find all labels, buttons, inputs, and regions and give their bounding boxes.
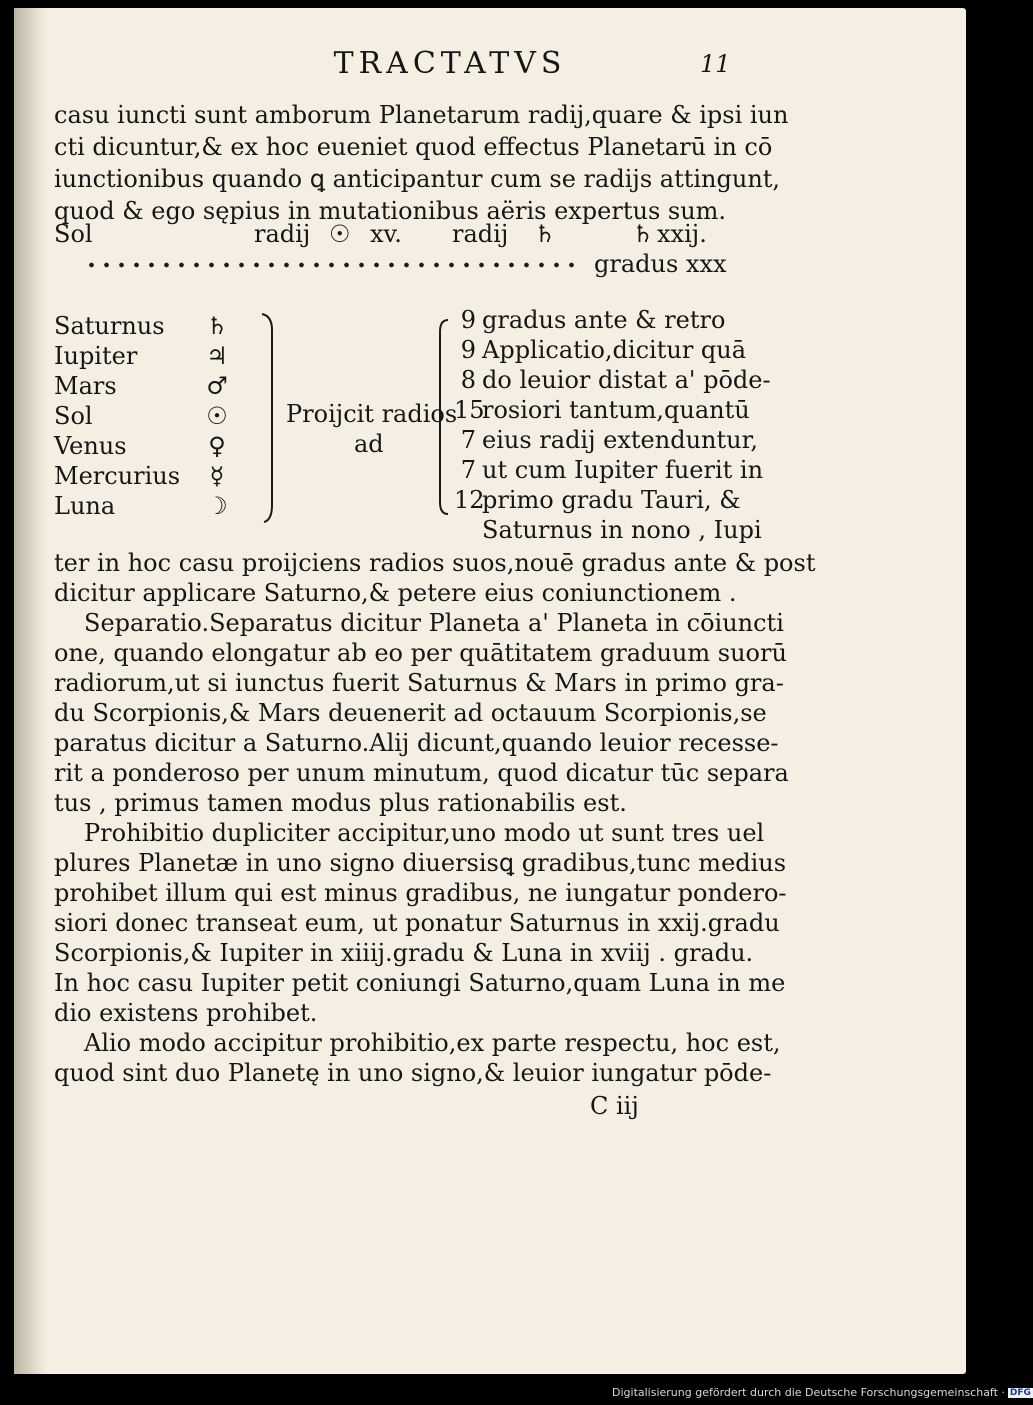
degree-row [454, 306, 725, 334]
degree-number: 7 [460, 426, 476, 454]
digitization-credit [612, 1386, 1031, 1404]
text-line: casu iuncti sunt amborum Planetarum radij,quare & ipsi iun [54, 101, 789, 129]
text-line: In hoc casu Iupiter petit coniungi Saturno,quam Luna in me [54, 969, 786, 997]
text-line: du Scorpionis,& Mars deuenerit ad octauum Scorpionis,se [54, 699, 767, 727]
degree-number: 12 [454, 486, 485, 514]
degree-row [454, 396, 750, 424]
text-line: Scorpionis,& Iupiter in xiiij.gradu & Luna in xviij . gradu. [54, 939, 754, 967]
degree-row [454, 486, 741, 514]
dfg-logo: DFG [1009, 1388, 1031, 1398]
folio-number: 11 [700, 50, 731, 78]
degree-text: do leuior distat a' pōde- [482, 366, 771, 394]
planet-name: Mars [54, 372, 117, 400]
saturn-symbol-icon: ♄ [534, 220, 556, 248]
degree-number: 8 [460, 366, 476, 394]
running-header-title: TRACTATVS [333, 46, 567, 81]
text-line: Alio modo accipitur prohibitio,ex parte respectu, hoc est, [84, 1029, 781, 1057]
sun-symbol-icon: ☉ [329, 220, 351, 248]
planet-symbol-icon: ♂ [206, 372, 228, 400]
sol-label: Sol [54, 220, 93, 248]
text-line: dicitur applicare Saturno,& petere eius coniunctionem . [54, 579, 737, 607]
text-line: prohibet illum qui est minus gradibus, ne iungatur pondero- [54, 879, 787, 907]
text-line: tus , primus tamen modus plus rationabilis est. [54, 789, 627, 817]
degree-row [454, 456, 763, 484]
degree-row [454, 336, 746, 364]
text-line: Separatio.Separatus dicitur Planeta a' Planeta in cōiuncti [84, 609, 784, 637]
radij-label-2: radij [452, 220, 509, 248]
planet-symbol-icon: ♄ [206, 312, 228, 340]
ad-label: ad [354, 430, 384, 458]
planet-symbol-icon: ☽ [206, 492, 228, 520]
planet-name: Luna [54, 492, 116, 520]
gradus-xxx-label: gradus xxx [594, 250, 727, 278]
planet-symbol-icon: ☿ [209, 462, 225, 490]
degree-row [454, 366, 771, 394]
text-line: dio existens prohibet. [54, 999, 318, 1027]
planet-symbol-icon: ♃ [206, 342, 228, 370]
text-line: quod sint duo Planetę in uno signo,& leuior iungatur pōde- [54, 1059, 772, 1087]
degree-text: Saturnus in nono , Iupi [482, 516, 762, 544]
text-line: plures Planetæ in uno signo diuersisꝗ gradibus,tunc medius [54, 849, 787, 877]
radii-sun-value: xv. [370, 220, 402, 248]
text-line: cti dicuntur,& ex hoc eueniet quod effectus Planetarū in cō [54, 133, 773, 161]
dotted-leader-row [54, 250, 754, 284]
planet-name: Venus [54, 432, 127, 460]
text-line: quod & ego sępius in mutationibus aëris expertus sum. [54, 197, 727, 225]
text-line: iunctionibus quando ꝗ anticipantur cum se radijs attingunt, [54, 165, 781, 193]
planet-symbol-icon: ♀ [208, 432, 226, 460]
degree-number: 9 [460, 336, 476, 364]
degree-text: eius radij extenduntur, [482, 426, 759, 454]
radij-label-1: radij [254, 220, 311, 248]
degree-row [454, 426, 758, 454]
degree-number: 7 [460, 456, 476, 484]
text-line: ter in hoc casu proijciens radios suos,nouē gradus ante & post [54, 549, 816, 577]
credit-text: Digitalisierung gefördert durch die Deutsche Forschungsgemeinschaft · [612, 1386, 1005, 1399]
text-line: radiorum,ut si iunctus fuerit Saturnus & Mars in primo gra- [54, 669, 784, 697]
text-line: paratus dicitur a Saturno.Alij dicunt,quando leuior recesse- [54, 729, 779, 757]
degree-text: gradus ante & retro [482, 306, 726, 334]
sol-radii-row [54, 220, 754, 250]
dotted-leader [84, 260, 584, 270]
proijcit-radios-label: Proijcit radios [286, 400, 458, 428]
planet-symbol-icon: ☉ [206, 402, 228, 430]
degree-row [454, 516, 762, 544]
degree-text: Applicatio,dicitur quā [482, 336, 747, 364]
planet-name: Saturnus [54, 312, 165, 340]
text-line: siori donec transeat eum, ut ponatur Saturnus in xxij.gradu [54, 909, 780, 937]
saturn-symbol-icon-2: ♄ [632, 220, 654, 248]
signature-mark: C iij [590, 1092, 639, 1120]
degree-text: rosiori tantum,quantū [482, 396, 750, 424]
degree-number: 9 [460, 306, 476, 334]
text-line: Prohibitio dupliciter accipitur,uno modo ut sunt tres uel [84, 819, 765, 847]
planet-name: Iupiter [54, 342, 138, 370]
planet-name: Sol [54, 402, 93, 430]
degree-text: ut cum Iupiter fuerit in [482, 456, 764, 484]
page-gutter-shadow [14, 8, 48, 1374]
text-line: one, quando elongatur ab eo per quātitatem graduum suorū [54, 639, 787, 667]
degree-text: primo gradu Tauri, & [482, 486, 741, 514]
radii-saturn-value: xxij. [657, 220, 707, 248]
planet-name: Mercurius [54, 462, 181, 490]
text-line: rit a ponderoso per unum minutum, quod dicatur tūc separa [54, 759, 789, 787]
degree-number: 15 [454, 396, 485, 424]
planet-radii-table [54, 300, 774, 544]
